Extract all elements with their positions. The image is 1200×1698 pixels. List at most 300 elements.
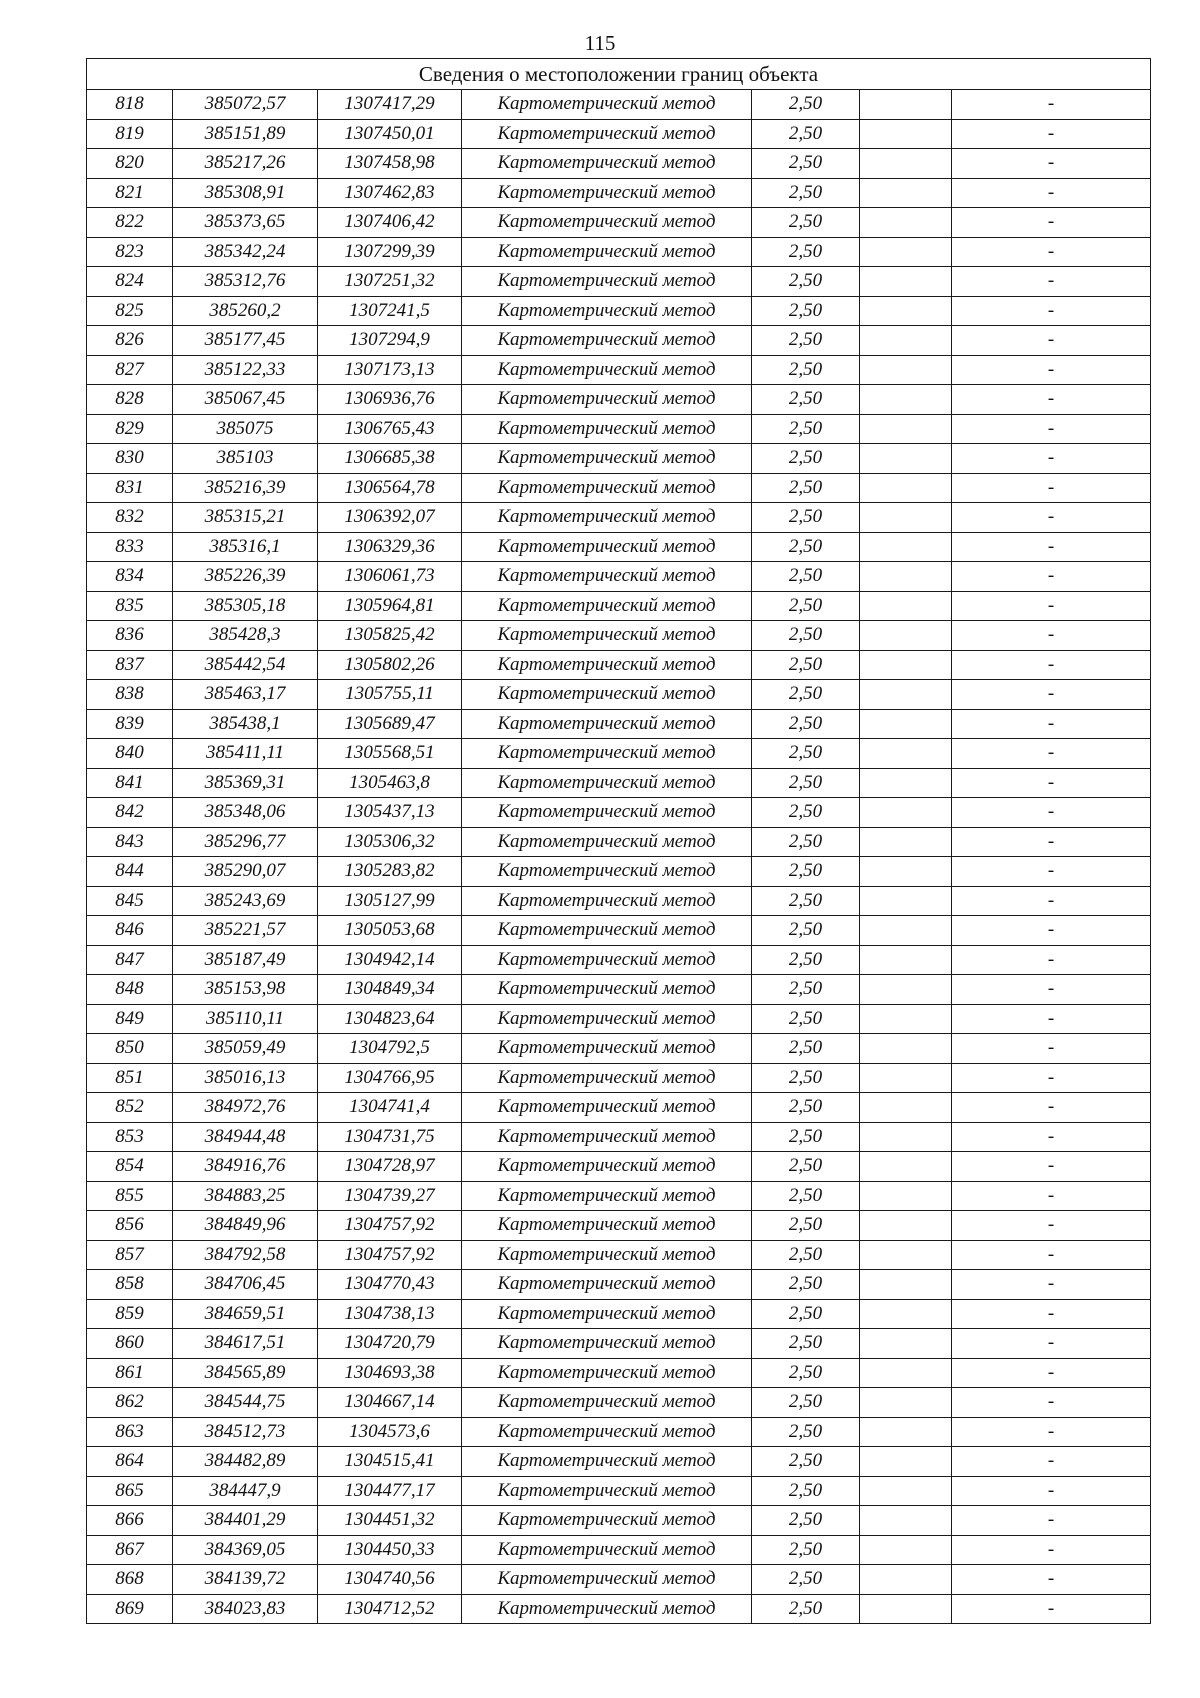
- description-cell: -: [952, 296, 1151, 326]
- table-title: Сведения о местоположении границ объекта: [87, 59, 1151, 90]
- description-cell: -: [952, 385, 1151, 415]
- point-number-cell: 848: [87, 975, 173, 1005]
- y-coordinate-cell: 1304728,97: [318, 1152, 462, 1182]
- table-title-row: [87, 59, 1151, 90]
- description-cell: -: [952, 1388, 1151, 1418]
- description-cell: -: [952, 532, 1151, 562]
- empty-cell: [860, 591, 952, 621]
- x-coordinate-cell: 384482,89: [173, 1447, 318, 1477]
- description-cell: -: [952, 1034, 1151, 1064]
- description-cell: -: [952, 503, 1151, 533]
- accuracy-cell: 2,50: [752, 768, 860, 798]
- point-number-cell: 836: [87, 621, 173, 651]
- y-coordinate-cell: 1304849,34: [318, 975, 462, 1005]
- description-cell: -: [952, 886, 1151, 916]
- method-cell: Картометрический метод: [462, 119, 752, 149]
- table-row: [87, 119, 1151, 149]
- method-cell: Картометрический метод: [462, 1152, 752, 1182]
- description-cell: -: [952, 1565, 1151, 1595]
- empty-cell: [860, 621, 952, 651]
- method-cell: Картометрический метод: [462, 975, 752, 1005]
- x-coordinate-cell: 385221,57: [173, 916, 318, 946]
- table-row: [87, 1535, 1151, 1565]
- accuracy-cell: 2,50: [752, 532, 860, 562]
- description-cell: -: [952, 1358, 1151, 1388]
- accuracy-cell: 2,50: [752, 1152, 860, 1182]
- x-coordinate-cell: 384972,76: [173, 1093, 318, 1123]
- accuracy-cell: 2,50: [752, 1565, 860, 1595]
- method-cell: Картометрический метод: [462, 1388, 752, 1418]
- accuracy-cell: 2,50: [752, 267, 860, 297]
- table-row: [87, 650, 1151, 680]
- description-cell: -: [952, 444, 1151, 474]
- x-coordinate-cell: 385243,69: [173, 886, 318, 916]
- empty-cell: [860, 1299, 952, 1329]
- description-cell: -: [952, 621, 1151, 651]
- empty-cell: [860, 237, 952, 267]
- description-cell: -: [952, 591, 1151, 621]
- method-cell: Картометрический метод: [462, 916, 752, 946]
- point-number-cell: 846: [87, 916, 173, 946]
- method-cell: Картометрический метод: [462, 945, 752, 975]
- description-cell: -: [952, 562, 1151, 592]
- accuracy-cell: 2,50: [752, 798, 860, 828]
- accuracy-cell: 2,50: [752, 1004, 860, 1034]
- description-cell: -: [952, 857, 1151, 887]
- x-coordinate-cell: 385342,24: [173, 237, 318, 267]
- x-coordinate-cell: 384023,83: [173, 1594, 318, 1624]
- accuracy-cell: 2,50: [752, 1093, 860, 1123]
- empty-cell: [860, 119, 952, 149]
- y-coordinate-cell: 1304757,92: [318, 1211, 462, 1241]
- method-cell: Картометрический метод: [462, 886, 752, 916]
- y-coordinate-cell: 1304515,41: [318, 1447, 462, 1477]
- description-cell: -: [952, 1240, 1151, 1270]
- point-number-cell: 864: [87, 1447, 173, 1477]
- table-row: [87, 1447, 1151, 1477]
- table-row: [87, 473, 1151, 503]
- method-cell: Картометрический метод: [462, 621, 752, 651]
- point-number-cell: 826: [87, 326, 173, 356]
- y-coordinate-cell: 1307462,83: [318, 178, 462, 208]
- x-coordinate-cell: 384617,51: [173, 1329, 318, 1359]
- accuracy-cell: 2,50: [752, 650, 860, 680]
- method-cell: Картометрический метод: [462, 473, 752, 503]
- description-cell: -: [952, 1329, 1151, 1359]
- method-cell: Картометрический метод: [462, 1417, 752, 1447]
- method-cell: Картометрический метод: [462, 827, 752, 857]
- point-number-cell: 840: [87, 739, 173, 769]
- description-cell: -: [952, 90, 1151, 120]
- y-coordinate-cell: 1307251,32: [318, 267, 462, 297]
- accuracy-cell: 2,50: [752, 709, 860, 739]
- accuracy-cell: 2,50: [752, 945, 860, 975]
- method-cell: Картометрический метод: [462, 1358, 752, 1388]
- table-row: [87, 827, 1151, 857]
- accuracy-cell: 2,50: [752, 503, 860, 533]
- method-cell: Картометрический метод: [462, 562, 752, 592]
- accuracy-cell: 2,50: [752, 178, 860, 208]
- x-coordinate-cell: 385153,98: [173, 975, 318, 1005]
- empty-cell: [860, 886, 952, 916]
- y-coordinate-cell: 1305568,51: [318, 739, 462, 769]
- point-number-cell: 861: [87, 1358, 173, 1388]
- empty-cell: [860, 267, 952, 297]
- description-cell: -: [952, 208, 1151, 238]
- accuracy-cell: 2,50: [752, 1181, 860, 1211]
- y-coordinate-cell: 1304450,33: [318, 1535, 462, 1565]
- x-coordinate-cell: 385103: [173, 444, 318, 474]
- accuracy-cell: 2,50: [752, 857, 860, 887]
- point-number-cell: 858: [87, 1270, 173, 1300]
- x-coordinate-cell: 384792,58: [173, 1240, 318, 1270]
- method-cell: Картометрический метод: [462, 1122, 752, 1152]
- description-cell: -: [952, 1506, 1151, 1536]
- table-row: [87, 857, 1151, 887]
- y-coordinate-cell: 1307173,13: [318, 355, 462, 385]
- x-coordinate-cell: 385442,54: [173, 650, 318, 680]
- table-row: [87, 1004, 1151, 1034]
- y-coordinate-cell: 1304942,14: [318, 945, 462, 975]
- accuracy-cell: 2,50: [752, 1417, 860, 1447]
- description-cell: -: [952, 827, 1151, 857]
- method-cell: Картометрический метод: [462, 355, 752, 385]
- x-coordinate-cell: 385260,2: [173, 296, 318, 326]
- table-row: [87, 975, 1151, 1005]
- empty-cell: [860, 827, 952, 857]
- y-coordinate-cell: 1304766,95: [318, 1063, 462, 1093]
- point-number-cell: 829: [87, 414, 173, 444]
- y-coordinate-cell: 1306685,38: [318, 444, 462, 474]
- x-coordinate-cell: 384706,45: [173, 1270, 318, 1300]
- y-coordinate-cell: 1305689,47: [318, 709, 462, 739]
- point-number-cell: 847: [87, 945, 173, 975]
- table-row: [87, 178, 1151, 208]
- table-row: [87, 1565, 1151, 1595]
- x-coordinate-cell: 385226,39: [173, 562, 318, 592]
- x-coordinate-cell: 385312,76: [173, 267, 318, 297]
- x-coordinate-cell: 385305,18: [173, 591, 318, 621]
- x-coordinate-cell: 385075: [173, 414, 318, 444]
- empty-cell: [860, 1004, 952, 1034]
- method-cell: Картометрический метод: [462, 1535, 752, 1565]
- accuracy-cell: 2,50: [752, 1594, 860, 1624]
- accuracy-cell: 2,50: [752, 1535, 860, 1565]
- accuracy-cell: 2,50: [752, 1122, 860, 1152]
- method-cell: Картометрический метод: [462, 709, 752, 739]
- accuracy-cell: 2,50: [752, 886, 860, 916]
- accuracy-cell: 2,50: [752, 916, 860, 946]
- empty-cell: [860, 945, 952, 975]
- point-number-cell: 851: [87, 1063, 173, 1093]
- method-cell: Картометрический метод: [462, 296, 752, 326]
- point-number-cell: 856: [87, 1211, 173, 1241]
- point-number-cell: 821: [87, 178, 173, 208]
- table-row: [87, 355, 1151, 385]
- table-row: [87, 532, 1151, 562]
- table-row: [87, 680, 1151, 710]
- description-cell: -: [952, 680, 1151, 710]
- empty-cell: [860, 1594, 952, 1624]
- accuracy-cell: 2,50: [752, 355, 860, 385]
- y-coordinate-cell: 1304720,79: [318, 1329, 462, 1359]
- point-number-cell: 822: [87, 208, 173, 238]
- y-coordinate-cell: 1304573,6: [318, 1417, 462, 1447]
- method-cell: Картометрический метод: [462, 1447, 752, 1477]
- empty-cell: [860, 473, 952, 503]
- accuracy-cell: 2,50: [752, 149, 860, 179]
- point-number-cell: 837: [87, 650, 173, 680]
- y-coordinate-cell: 1305802,26: [318, 650, 462, 680]
- table-row: [87, 1594, 1151, 1624]
- y-coordinate-cell: 1306061,73: [318, 562, 462, 592]
- table-row: [87, 1122, 1151, 1152]
- accuracy-cell: 2,50: [752, 739, 860, 769]
- method-cell: Картометрический метод: [462, 1270, 752, 1300]
- description-cell: -: [952, 1299, 1151, 1329]
- x-coordinate-cell: 385308,91: [173, 178, 318, 208]
- point-number-cell: 855: [87, 1181, 173, 1211]
- accuracy-cell: 2,50: [752, 473, 860, 503]
- method-cell: Картометрический метод: [462, 385, 752, 415]
- y-coordinate-cell: 1305306,32: [318, 827, 462, 857]
- x-coordinate-cell: 385428,3: [173, 621, 318, 651]
- method-cell: Картометрический метод: [462, 1299, 752, 1329]
- description-cell: -: [952, 798, 1151, 828]
- x-coordinate-cell: 385122,33: [173, 355, 318, 385]
- y-coordinate-cell: 1305127,99: [318, 886, 462, 916]
- point-number-cell: 824: [87, 267, 173, 297]
- table-row: [87, 1093, 1151, 1123]
- y-coordinate-cell: 1304693,38: [318, 1358, 462, 1388]
- table-row: [87, 1476, 1151, 1506]
- empty-cell: [860, 1240, 952, 1270]
- x-coordinate-cell: 384401,29: [173, 1506, 318, 1536]
- point-number-cell: 859: [87, 1299, 173, 1329]
- empty-cell: [860, 414, 952, 444]
- point-number-cell: 819: [87, 119, 173, 149]
- y-coordinate-cell: 1304823,64: [318, 1004, 462, 1034]
- y-coordinate-cell: 1307241,5: [318, 296, 462, 326]
- point-number-cell: 860: [87, 1329, 173, 1359]
- x-coordinate-cell: 385110,11: [173, 1004, 318, 1034]
- table-row: [87, 1358, 1151, 1388]
- empty-cell: [860, 326, 952, 356]
- empty-cell: [860, 680, 952, 710]
- x-coordinate-cell: 385438,1: [173, 709, 318, 739]
- empty-cell: [860, 296, 952, 326]
- table-row: [87, 945, 1151, 975]
- accuracy-cell: 2,50: [752, 827, 860, 857]
- y-coordinate-cell: 1306564,78: [318, 473, 462, 503]
- y-coordinate-cell: 1306392,07: [318, 503, 462, 533]
- description-cell: -: [952, 1093, 1151, 1123]
- y-coordinate-cell: 1305755,11: [318, 680, 462, 710]
- method-cell: Картометрический метод: [462, 444, 752, 474]
- y-coordinate-cell: 1305964,81: [318, 591, 462, 621]
- description-cell: -: [952, 975, 1151, 1005]
- description-cell: -: [952, 1063, 1151, 1093]
- empty-cell: [860, 1476, 952, 1506]
- point-number-cell: 850: [87, 1034, 173, 1064]
- empty-cell: [860, 149, 952, 179]
- method-cell: Картометрический метод: [462, 149, 752, 179]
- y-coordinate-cell: 1307299,39: [318, 237, 462, 267]
- method-cell: Картометрический метод: [462, 591, 752, 621]
- point-number-cell: 849: [87, 1004, 173, 1034]
- empty-cell: [860, 562, 952, 592]
- accuracy-cell: 2,50: [752, 621, 860, 651]
- accuracy-cell: 2,50: [752, 444, 860, 474]
- x-coordinate-cell: 385316,1: [173, 532, 318, 562]
- y-coordinate-cell: 1305053,68: [318, 916, 462, 946]
- empty-cell: [860, 1506, 952, 1536]
- y-coordinate-cell: 1307406,42: [318, 208, 462, 238]
- x-coordinate-cell: 385216,39: [173, 473, 318, 503]
- accuracy-cell: 2,50: [752, 1506, 860, 1536]
- y-coordinate-cell: 1304477,17: [318, 1476, 462, 1506]
- accuracy-cell: 2,50: [752, 119, 860, 149]
- method-cell: Картометрический метод: [462, 1565, 752, 1595]
- x-coordinate-cell: 385059,49: [173, 1034, 318, 1064]
- method-cell: Картометрический метод: [462, 650, 752, 680]
- table-row: [87, 237, 1151, 267]
- accuracy-cell: 2,50: [752, 1447, 860, 1477]
- accuracy-cell: 2,50: [752, 1211, 860, 1241]
- y-coordinate-cell: 1304712,52: [318, 1594, 462, 1624]
- point-number-cell: 831: [87, 473, 173, 503]
- accuracy-cell: 2,50: [752, 1388, 860, 1418]
- description-cell: -: [952, 768, 1151, 798]
- accuracy-cell: 2,50: [752, 326, 860, 356]
- empty-cell: [860, 1181, 952, 1211]
- y-coordinate-cell: 1305825,42: [318, 621, 462, 651]
- table-row: [87, 739, 1151, 769]
- y-coordinate-cell: 1306329,36: [318, 532, 462, 562]
- accuracy-cell: 2,50: [752, 1034, 860, 1064]
- point-number-cell: 827: [87, 355, 173, 385]
- point-number-cell: 838: [87, 680, 173, 710]
- point-number-cell: 866: [87, 1506, 173, 1536]
- y-coordinate-cell: 1305283,82: [318, 857, 462, 887]
- x-coordinate-cell: 385217,26: [173, 149, 318, 179]
- y-coordinate-cell: 1304731,75: [318, 1122, 462, 1152]
- description-cell: -: [952, 1417, 1151, 1447]
- description-cell: -: [952, 1181, 1151, 1211]
- empty-cell: [860, 709, 952, 739]
- description-cell: -: [952, 414, 1151, 444]
- table-row: [87, 90, 1151, 120]
- method-cell: Картометрический метод: [462, 1594, 752, 1624]
- table-row: [87, 267, 1151, 297]
- point-number-cell: 868: [87, 1565, 173, 1595]
- y-coordinate-cell: 1304451,32: [318, 1506, 462, 1536]
- method-cell: Картометрический метод: [462, 208, 752, 238]
- point-number-cell: 834: [87, 562, 173, 592]
- description-cell: -: [952, 149, 1151, 179]
- y-coordinate-cell: 1305437,13: [318, 798, 462, 828]
- method-cell: Картометрический метод: [462, 1004, 752, 1034]
- description-cell: -: [952, 739, 1151, 769]
- table-row: [87, 591, 1151, 621]
- x-coordinate-cell: 385463,17: [173, 680, 318, 710]
- accuracy-cell: 2,50: [752, 1240, 860, 1270]
- accuracy-cell: 2,50: [752, 1299, 860, 1329]
- method-cell: Картометрический метод: [462, 414, 752, 444]
- point-number-cell: 828: [87, 385, 173, 415]
- point-number-cell: 869: [87, 1594, 173, 1624]
- accuracy-cell: 2,50: [752, 385, 860, 415]
- accuracy-cell: 2,50: [752, 975, 860, 1005]
- point-number-cell: 820: [87, 149, 173, 179]
- x-coordinate-cell: 384944,48: [173, 1122, 318, 1152]
- description-cell: -: [952, 1004, 1151, 1034]
- method-cell: Картометрический метод: [462, 1034, 752, 1064]
- accuracy-cell: 2,50: [752, 591, 860, 621]
- table-row: [87, 385, 1151, 415]
- y-coordinate-cell: 1304738,13: [318, 1299, 462, 1329]
- description-cell: -: [952, 326, 1151, 356]
- x-coordinate-cell: 385290,07: [173, 857, 318, 887]
- method-cell: Картометрический метод: [462, 178, 752, 208]
- empty-cell: [860, 1063, 952, 1093]
- empty-cell: [860, 178, 952, 208]
- method-cell: Картометрический метод: [462, 1063, 752, 1093]
- empty-cell: [860, 355, 952, 385]
- point-number-cell: 833: [87, 532, 173, 562]
- empty-cell: [860, 1211, 952, 1241]
- table-row: [87, 1506, 1151, 1536]
- x-coordinate-cell: 384369,05: [173, 1535, 318, 1565]
- method-cell: Картометрический метод: [462, 857, 752, 887]
- x-coordinate-cell: 384659,51: [173, 1299, 318, 1329]
- empty-cell: [860, 1270, 952, 1300]
- y-coordinate-cell: 1307294,9: [318, 326, 462, 356]
- empty-cell: [860, 532, 952, 562]
- table-row: [87, 886, 1151, 916]
- accuracy-cell: 2,50: [752, 90, 860, 120]
- description-cell: -: [952, 267, 1151, 297]
- page-number: 115: [584, 31, 616, 55]
- empty-cell: [860, 1565, 952, 1595]
- method-cell: Картометрический метод: [462, 503, 752, 533]
- method-cell: Картометрический метод: [462, 798, 752, 828]
- x-coordinate-cell: 385072,57: [173, 90, 318, 120]
- table-row: [87, 414, 1151, 444]
- description-cell: -: [952, 1535, 1151, 1565]
- method-cell: Картометрический метод: [462, 1093, 752, 1123]
- table-row: [87, 709, 1151, 739]
- table-row: [87, 1152, 1151, 1182]
- point-number-cell: 842: [87, 798, 173, 828]
- empty-cell: [860, 916, 952, 946]
- method-cell: Картометрический метод: [462, 1181, 752, 1211]
- point-number-cell: 832: [87, 503, 173, 533]
- method-cell: Картометрический метод: [462, 532, 752, 562]
- point-number-cell: 862: [87, 1388, 173, 1418]
- method-cell: Картометрический метод: [462, 1211, 752, 1241]
- description-cell: -: [952, 1152, 1151, 1182]
- y-coordinate-cell: 1307450,01: [318, 119, 462, 149]
- table-row: [87, 208, 1151, 238]
- description-cell: -: [952, 178, 1151, 208]
- description-cell: -: [952, 650, 1151, 680]
- point-number-cell: 839: [87, 709, 173, 739]
- x-coordinate-cell: 384565,89: [173, 1358, 318, 1388]
- method-cell: Картометрический метод: [462, 326, 752, 356]
- table-row: [87, 1240, 1151, 1270]
- x-coordinate-cell: 384447,9: [173, 1476, 318, 1506]
